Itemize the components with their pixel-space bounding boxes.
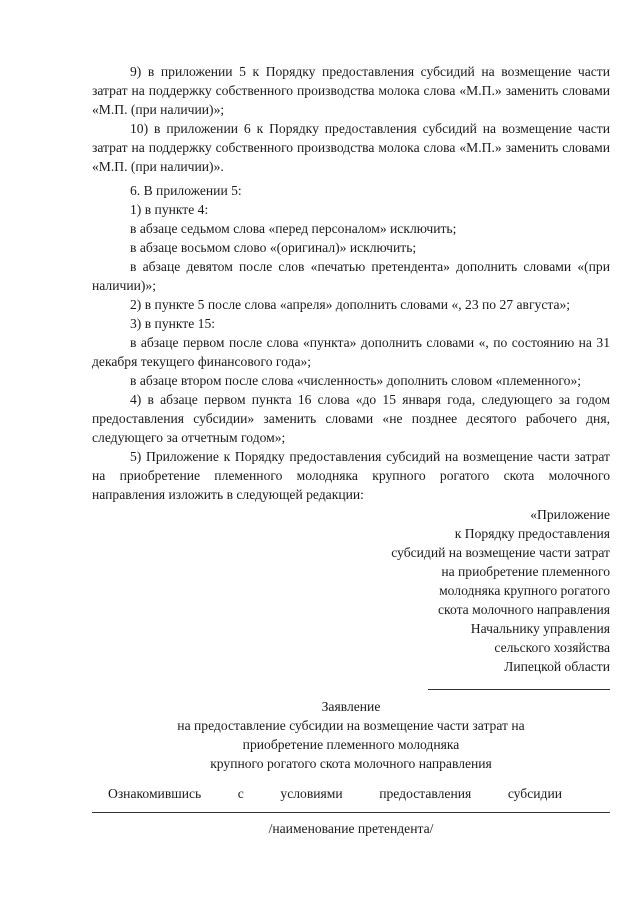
appendix-line: «Приложение <box>530 507 610 522</box>
acknowledgement-row <box>92 784 610 803</box>
section-6-p5: 5) Приложение к Порядку предоставления субсидий на возмещение части затрат на приобретение племенного молодняка крупного рогатого скота молочного направления изложить в следующей редакции: <box>92 449 610 502</box>
applicant-name-caption: /наименование претендента/ <box>268 821 434 836</box>
appendix-line: молодняка крупного рогатого <box>439 583 610 598</box>
ack-word: условиями <box>280 786 343 801</box>
section-6-p3: 3) в пункте 15: <box>130 316 216 331</box>
appendix-header <box>391 505 610 695</box>
title-line: приобретение племенного молодняка <box>242 737 460 752</box>
section-6-p4: 4) в абзаце первом пункта 16 слова «до 15 января года, следующего за годом предоставления субсидии» заменить словами «не позднее десятого рабочего дня, следующего за отчетным годом»; <box>92 392 610 445</box>
title-line: Заявление <box>321 699 381 714</box>
item-9: 9) в приложении 5 к Порядку предоставления субсидий на возмещение части затрат на поддержку собственного производства молока слова «М.П.» заменить словами «М.П. (при наличии)»; <box>92 64 610 117</box>
section-6-p3b: в абзаце втором после слова «численность» дополнить словом «племенного»; <box>130 373 582 388</box>
section-6-heading: 6. В приложении 5: <box>130 183 242 198</box>
section-6-p1: 1) в пункте 4: <box>130 202 209 217</box>
ack-word: предоставления <box>379 786 472 801</box>
signature-line <box>428 677 610 690</box>
appendix-line: скота молочного направления <box>438 602 610 617</box>
ack-word: Ознакомившись <box>108 786 202 801</box>
title-line: крупного рогатого скота молочного направления <box>210 756 492 771</box>
section-6-p3a: в абзаце первом после слова «пункта» дополнить словами «, по состоянию на 31 декабря текущего финансового года»; <box>92 335 610 369</box>
section-6-p1b: в абзаце восьмом слово «(оригинал)» исключить; <box>130 240 417 255</box>
amendments-top <box>92 62 610 176</box>
appendix-line: Начальнику управления <box>470 621 610 636</box>
ack-word: с <box>237 786 244 801</box>
section-6 <box>92 181 610 504</box>
title-line: на предоставление субсидии на возмещение части затрат на <box>177 718 525 733</box>
appendix-line: субсидий на возмещение части затрат <box>391 545 610 560</box>
applicant-name-line <box>92 812 610 813</box>
item-10: 10) в приложении 6 к Порядку предоставления субсидий на возмещение части затрат на поддержку собственного производства молока слова «М.П.» заменить словами «М.П. (при наличии)». <box>92 121 610 174</box>
appendix-line: на приобретение племенного <box>441 564 610 579</box>
ack-word: субсидии <box>507 786 562 801</box>
section-6-p1a: в абзаце седьмом слова «перед персоналом» исключить; <box>130 221 457 236</box>
appendix-line: к Порядку предоставления <box>454 526 610 541</box>
section-6-p1c: в абзаце девятом после слов «печатью претендента» дополнить словами «(при наличии)»; <box>92 259 610 293</box>
appendix-line: Липецкой области <box>504 659 610 674</box>
application-title <box>92 697 610 773</box>
appendix-line: сельского хозяйства <box>494 640 610 655</box>
section-6-p2: 2) в пункте 5 после слова «апреля» дополнить словами «, 23 по 27 августа»; <box>130 297 571 312</box>
